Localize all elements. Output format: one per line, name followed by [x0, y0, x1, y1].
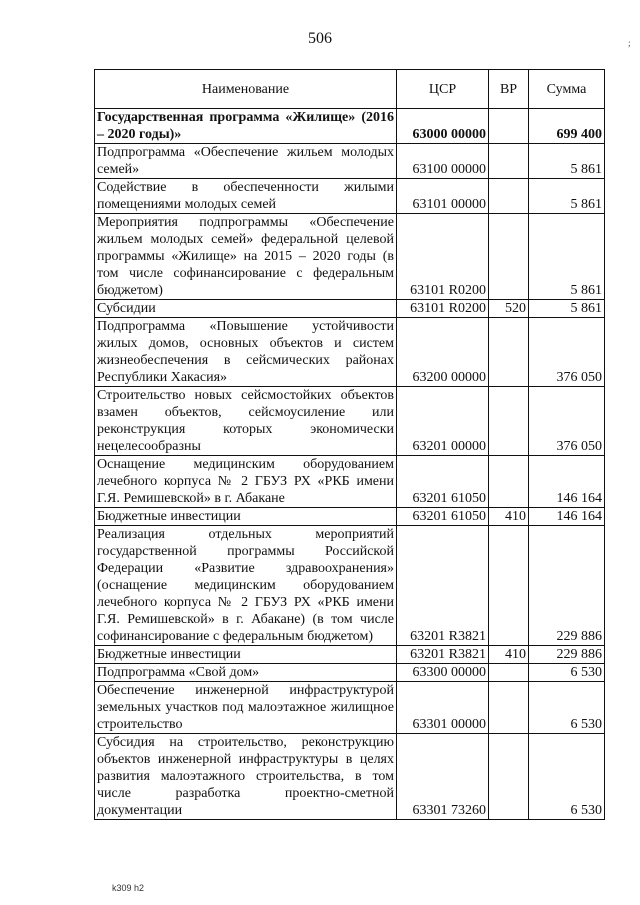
- cell-sum: 6 530: [529, 682, 605, 734]
- header-sum: Сумма: [529, 70, 605, 109]
- cell-csr: 63000 00000: [397, 109, 489, 144]
- cell-vr: 410: [489, 646, 529, 664]
- cell-sum: 146 164: [529, 508, 605, 526]
- cell-vr: [489, 109, 529, 144]
- cell-vr: 410: [489, 508, 529, 526]
- cell-vr: [489, 214, 529, 300]
- table-row: [95, 179, 605, 214]
- table-row: [95, 300, 605, 318]
- cell-vr: [489, 179, 529, 214]
- cell-name: Подпрограмма «Повышение устойчивости жилых домов, основных объектов и систем жизнеобеспечения в сейсмических районах Республики Хакасия»: [95, 318, 397, 387]
- table-row: [95, 508, 605, 526]
- header-vr: ВР: [489, 70, 529, 109]
- cell-sum: 5 861: [529, 144, 605, 179]
- table-row: [95, 664, 605, 682]
- cell-sum: 699 400: [529, 109, 605, 144]
- table-row: [95, 682, 605, 734]
- cell-sum: 6 530: [529, 734, 605, 820]
- cell-sum: 146 164: [529, 456, 605, 508]
- cell-csr: 63301 73260: [397, 734, 489, 820]
- cell-csr: 63201 61050: [397, 456, 489, 508]
- table-header-row: [95, 70, 605, 109]
- cell-name: Строительство новых сейсмостойких объектов взамен объектов, сейсмоусиление или реконструкция которых экономически нецелесообразны: [95, 387, 397, 456]
- table-row: [95, 526, 605, 646]
- page-number: 506: [308, 30, 332, 47]
- cell-name: Бюджетные инвестиции: [95, 508, 397, 526]
- cell-sum: 5 861: [529, 214, 605, 300]
- cell-csr: 63201 R3821: [397, 646, 489, 664]
- cell-vr: [489, 144, 529, 179]
- header-name: Наименование: [95, 70, 397, 109]
- cell-sum: 5 861: [529, 179, 605, 214]
- cell-csr: 63101 00000: [397, 179, 489, 214]
- cell-sum: 229 886: [529, 646, 605, 664]
- cell-sum: 376 050: [529, 387, 605, 456]
- header-csr: ЦСР: [397, 70, 489, 109]
- budget-table: [94, 69, 605, 820]
- table-row: [95, 214, 605, 300]
- cell-sum: 229 886: [529, 526, 605, 646]
- cell-vr: [489, 734, 529, 820]
- cell-csr: 63201 61050: [397, 508, 489, 526]
- cell-vr: [489, 664, 529, 682]
- cell-name: Обеспечение инженерной инфраструктурой земельных участков под малоэтажное жилищное строительство: [95, 682, 397, 734]
- cell-vr: [489, 682, 529, 734]
- cell-name: Подпрограмма «Свой дом»: [95, 664, 397, 682]
- cell-vr: [489, 526, 529, 646]
- table-row: [95, 456, 605, 508]
- cell-csr: 63200 00000: [397, 318, 489, 387]
- cell-csr: 63201 R3821: [397, 526, 489, 646]
- cell-vr: [489, 318, 529, 387]
- margin-mark: ;: [628, 38, 631, 48]
- cell-sum: 5 861: [529, 300, 605, 318]
- cell-csr: 63201 00000: [397, 387, 489, 456]
- cell-vr: 520: [489, 300, 529, 318]
- cell-sum: 6 530: [529, 664, 605, 682]
- cell-csr: 63300 00000: [397, 664, 489, 682]
- cell-name: Мероприятия подпрограммы «Обеспечение жильем молодых семей» федеральной целевой программы «Жилище» на 2015 – 2020 годы (в том числе софинансирование с федеральным бюджетом): [95, 214, 397, 300]
- table-row: [95, 144, 605, 179]
- cell-sum: 376 050: [529, 318, 605, 387]
- table-row: [95, 734, 605, 820]
- cell-name: Бюджетные инвестиции: [95, 646, 397, 664]
- table-row: [95, 387, 605, 456]
- cell-csr: 63101 R0200: [397, 214, 489, 300]
- cell-name: Оснащение медицинским оборудованием лечебного корпуса № 2 ГБУЗ РХ «РКБ имени Г.Я. Ремишевской» в г. Абакане: [95, 456, 397, 508]
- cell-name: Субсидия на строительство, реконструкцию объектов инженерной инфраструктуры в целях развития малоэтажного строительства, в том числе разработка проектно-сметной документации: [95, 734, 397, 820]
- table-row: [95, 318, 605, 387]
- cell-vr: [489, 387, 529, 456]
- cell-csr: 63101 R0200: [397, 300, 489, 318]
- cell-csr: 63301 00000: [397, 682, 489, 734]
- table-row: [95, 109, 605, 144]
- cell-csr: 63100 00000: [397, 144, 489, 179]
- footer-code: k309 h2: [112, 883, 145, 893]
- cell-name: Реализация отдельных мероприятий государственной программы Российской Федерации «Развитие здравоохранения» (оснащение медицинским оборудованием лечебного корпуса № 2 ГБУЗ РХ «РКБ имени Г.Я. Ремишевской» в г. Абакане) (в том числе софинансирование с федеральным бюджетом): [95, 526, 397, 646]
- cell-name: Государственная программа «Жилище» (2016 – 2020 годы)»: [95, 109, 397, 144]
- cell-name: Субсидии: [95, 300, 397, 318]
- cell-name: Содействие в обеспеченности жилыми помещениями молодых семей: [95, 179, 397, 214]
- cell-name: Подпрограмма «Обеспечение жильем молодых семей»: [95, 144, 397, 179]
- table-row: [95, 646, 605, 664]
- cell-vr: [489, 456, 529, 508]
